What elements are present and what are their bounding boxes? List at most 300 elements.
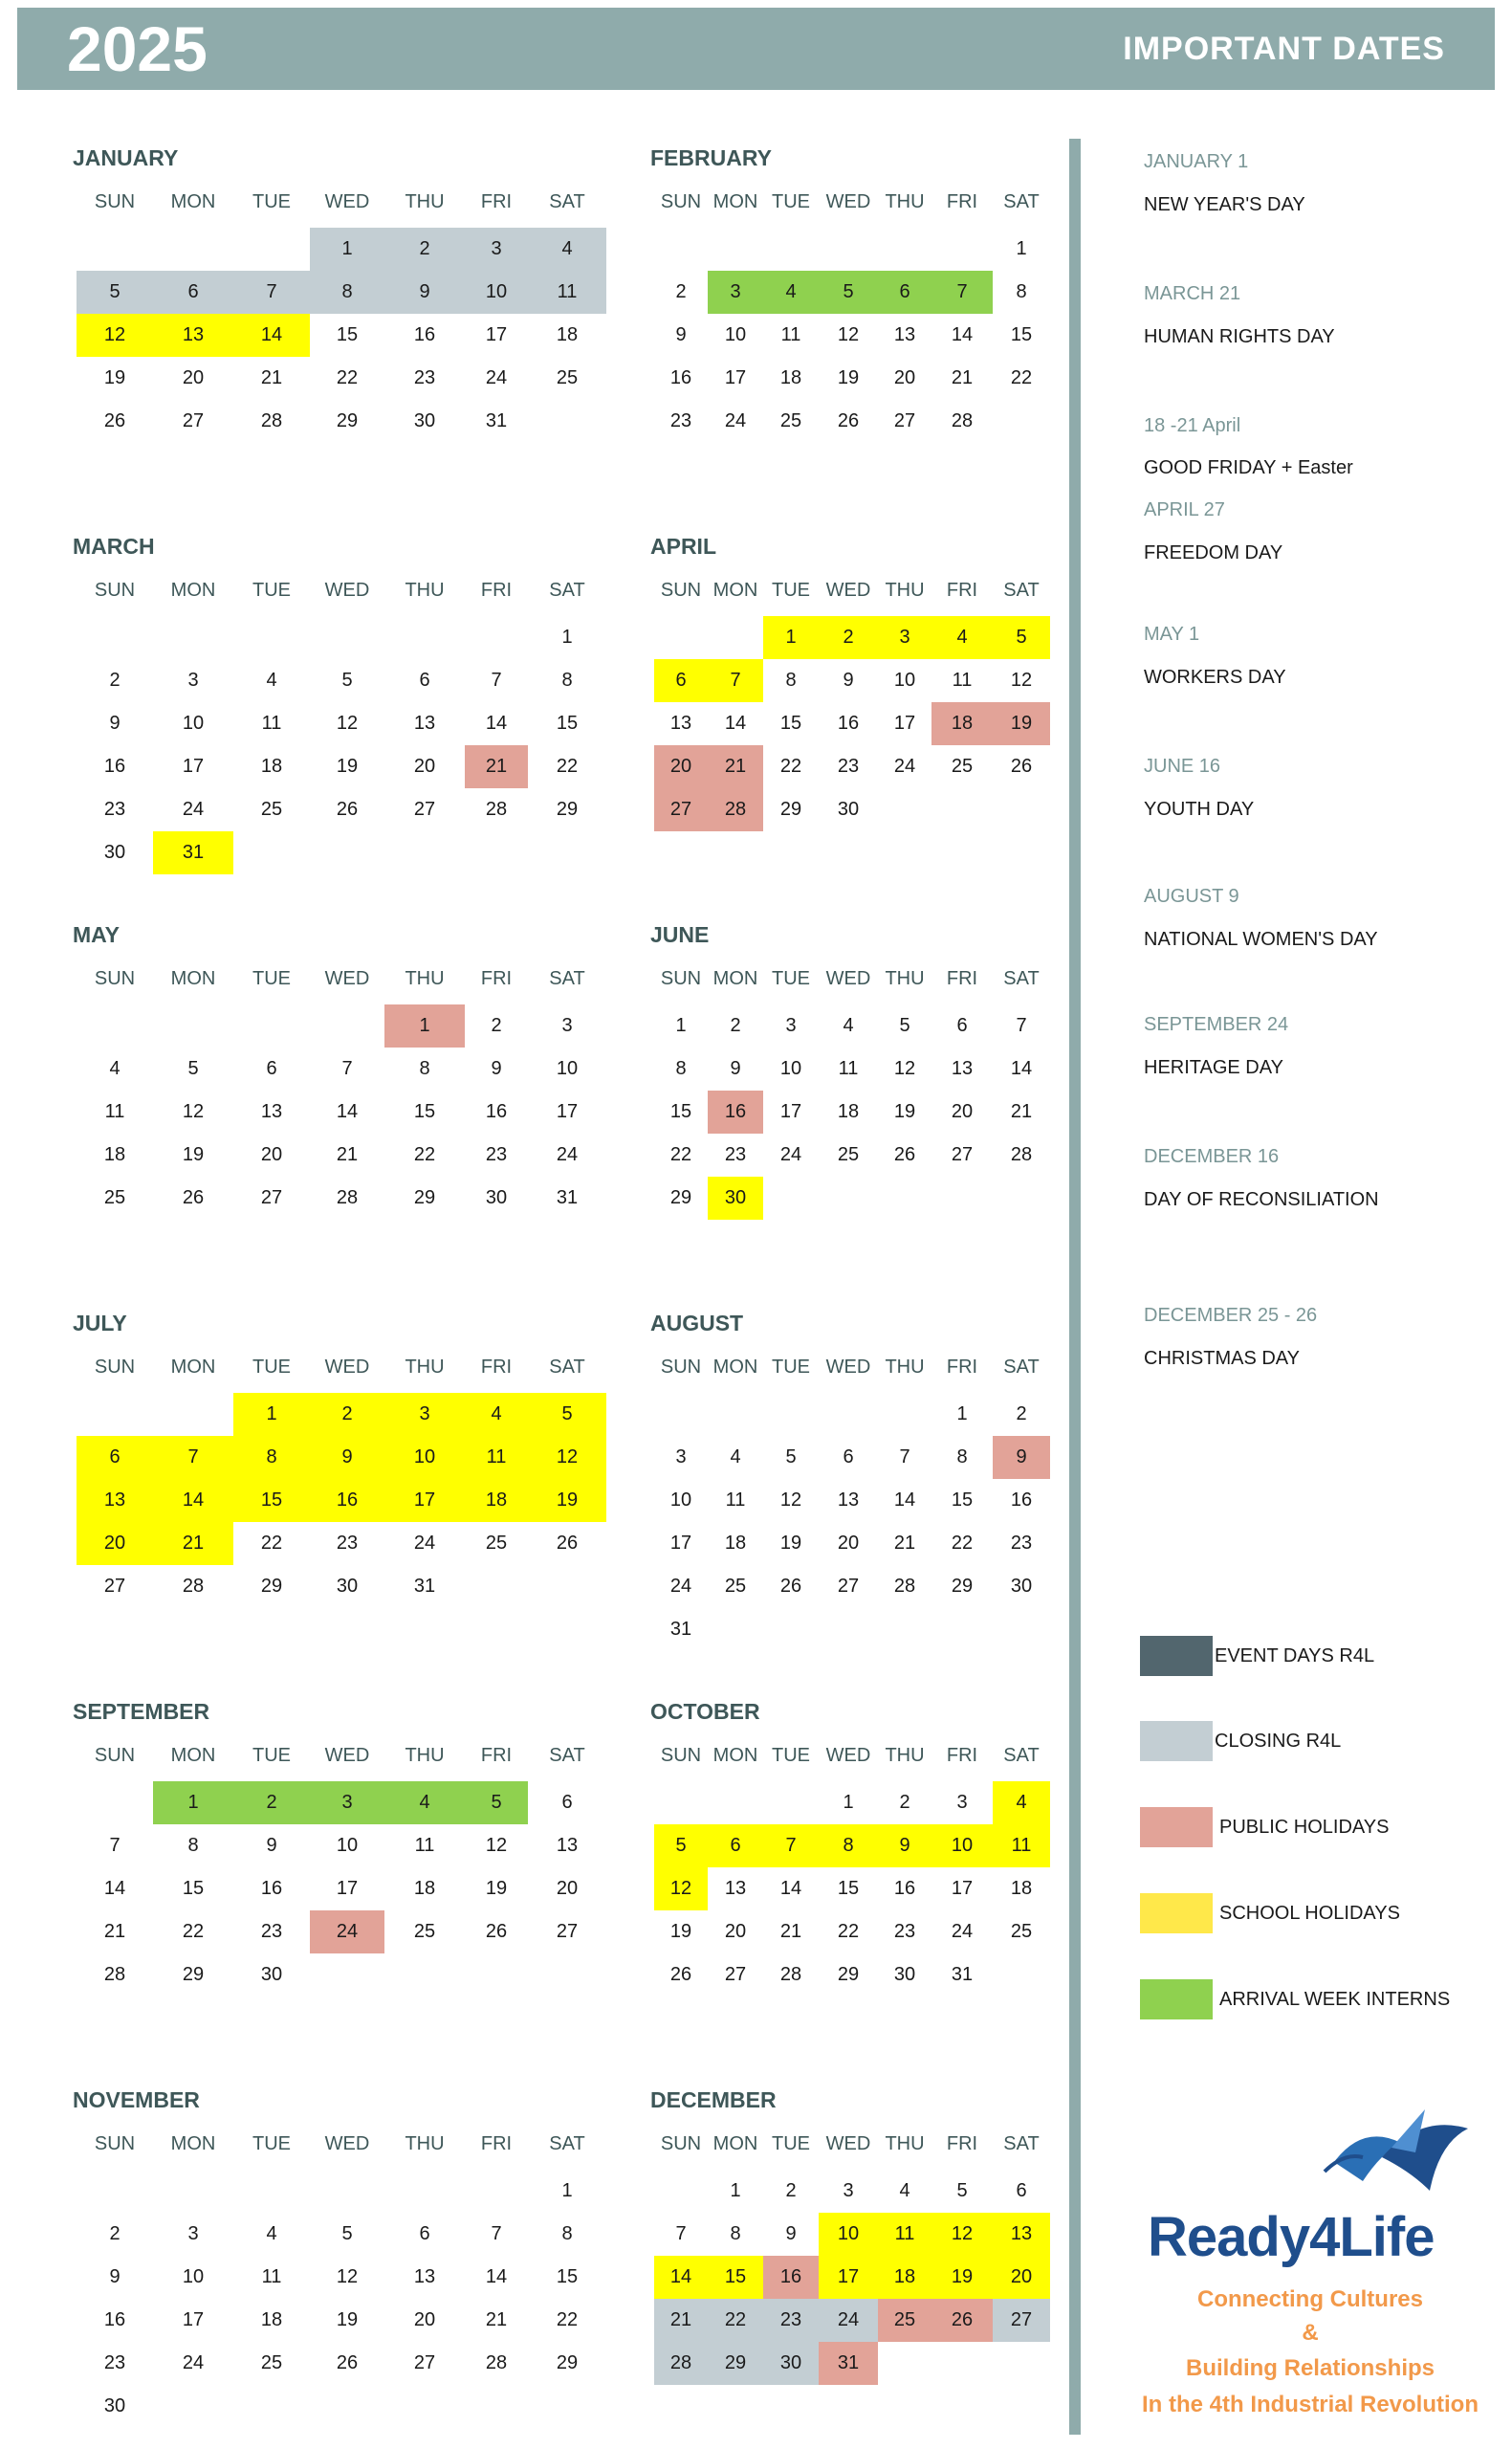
important-date: DECEMBER 25 - 26: [1144, 1305, 1318, 1326]
day-cell: 13: [260, 1101, 283, 1122]
day-cell: 26: [779, 1576, 802, 1597]
weekday-header: WED: [324, 1745, 370, 1766]
day-cell: 10: [182, 713, 205, 734]
day-cell: 29: [336, 410, 359, 431]
day-cell: 16: [103, 756, 126, 777]
month-name: MAY: [73, 922, 120, 947]
weekday-header: THU: [885, 968, 925, 989]
day-cell: 5: [77, 271, 153, 314]
day-cell: 3: [956, 1792, 968, 1813]
weekday-header: WED: [324, 968, 370, 989]
day-cell: 6: [77, 1436, 153, 1479]
day-cell: 14: [485, 713, 508, 734]
day-cell: 23: [724, 1144, 747, 1165]
day-cell: 3: [843, 2180, 854, 2201]
day-cell: 22: [413, 1144, 436, 1165]
day-cell: 8: [561, 670, 573, 691]
weekday-header: THU: [405, 1745, 445, 1766]
day-cell: 16: [485, 1101, 508, 1122]
day-cell: 9: [785, 2223, 797, 2244]
day-cell: 10: [556, 1058, 579, 1079]
day-cell: 12: [654, 1867, 708, 1910]
day-cell: 2: [233, 1781, 310, 1824]
day-cell: 4: [899, 2180, 910, 2201]
day-cell: 27: [951, 1144, 974, 1165]
weekday-header: MON: [170, 580, 216, 601]
day-cell: 23: [413, 367, 436, 388]
day-cell: 17: [893, 713, 916, 734]
day-cell: 28: [708, 788, 763, 831]
day-cell: 30: [260, 1964, 283, 1985]
day-cell: 2: [819, 616, 878, 659]
day-cell: 7: [763, 1824, 819, 1867]
important-date: 18 -21 April: [1144, 415, 1241, 436]
day-cell: 28: [336, 1187, 359, 1208]
weekday-header: SUN: [94, 2133, 136, 2154]
weekday-header: FRI: [480, 968, 513, 989]
day-cell: 7: [491, 670, 502, 691]
day-cell: 5: [341, 670, 353, 691]
day-cell: 5: [993, 616, 1050, 659]
day-cell: 14: [153, 1479, 233, 1522]
day-cell: 18: [837, 1101, 860, 1122]
day-cell: 23: [103, 799, 126, 820]
weekday-header: SAT: [549, 968, 585, 989]
day-cell: 18: [260, 2309, 283, 2330]
day-cell: 16: [310, 1479, 384, 1522]
weekday-header: FRI: [480, 1357, 513, 1378]
weekday-header: THU: [405, 1357, 445, 1378]
day-cell: 10: [893, 670, 916, 691]
day-cell: 24: [485, 367, 508, 388]
day-cell: 14: [893, 1489, 916, 1511]
day-cell: 3: [310, 1781, 384, 1824]
day-cell: 24: [951, 1921, 974, 1942]
day-cell: 28: [1010, 1144, 1033, 1165]
weekday-header: TUE: [252, 2133, 291, 2154]
weekday-header: THU: [885, 1357, 925, 1378]
day-cell: 12: [336, 713, 359, 734]
day-cell: 22: [669, 1144, 692, 1165]
weekday-header: MON: [170, 1357, 216, 1378]
day-cell: 6: [878, 271, 931, 314]
day-cell: 12: [336, 2266, 359, 2287]
day-cell: 22: [1010, 367, 1033, 388]
day-cell: 1: [561, 627, 573, 648]
day-cell: 22: [708, 2299, 763, 2342]
day-cell: 7: [899, 1446, 910, 1467]
day-cell: 27: [182, 410, 205, 431]
day-cell: 5: [465, 1781, 528, 1824]
day-cell: 15: [556, 713, 579, 734]
day-cell: 5: [654, 1824, 708, 1867]
day-cell: 25: [951, 756, 974, 777]
important-date: APRIL 27: [1144, 499, 1225, 520]
weekday-header: SUN: [660, 580, 702, 601]
day-cell: 7: [153, 1436, 233, 1479]
day-cell: 19: [893, 1101, 916, 1122]
day-cell: 2: [1016, 1403, 1027, 1424]
day-cell: 22: [837, 1921, 860, 1942]
day-cell: 26: [485, 1921, 508, 1942]
month-name: NOVEMBER: [73, 2087, 200, 2112]
day-cell: 26: [931, 2299, 993, 2342]
day-cell: 20: [77, 1522, 153, 1565]
day-cell: 4: [931, 616, 993, 659]
day-cell: 2: [109, 2223, 121, 2244]
day-cell: 27: [724, 1964, 747, 1985]
day-cell: 1: [561, 2180, 573, 2201]
day-cell: 16: [893, 1878, 916, 1899]
day-cell: 19: [336, 2309, 359, 2330]
day-cell: 25: [103, 1187, 126, 1208]
weekday-header: TUE: [772, 1357, 810, 1378]
weekday-header: SAT: [1003, 968, 1040, 989]
day-cell: 13: [669, 713, 692, 734]
day-cell: 11: [725, 1489, 746, 1511]
day-cell: 7: [341, 1058, 353, 1079]
day-cell: 30: [708, 1177, 763, 1220]
day-cell: 19: [103, 367, 126, 388]
day-cell: 13: [951, 1058, 974, 1079]
day-cell: 20: [413, 2309, 436, 2330]
day-cell: 7: [109, 1835, 121, 1856]
weekday-header: THU: [405, 968, 445, 989]
day-cell: 3: [465, 228, 528, 271]
weekday-header: TUE: [252, 968, 291, 989]
day-cell: 5: [528, 1393, 606, 1436]
day-cell: 17: [951, 1878, 974, 1899]
weekday-header: SAT: [549, 191, 585, 212]
day-cell: 5: [187, 1058, 199, 1079]
day-cell: 12: [182, 1101, 205, 1122]
day-cell: 14: [485, 2266, 508, 2287]
day-cell: 29: [556, 2352, 579, 2373]
day-cell: 14: [336, 1101, 359, 1122]
day-cell: 19: [779, 1533, 802, 1554]
day-cell: 13: [556, 1835, 579, 1856]
important-date-name: CHRISTMAS DAY: [1144, 1348, 1300, 1369]
day-cell: 14: [779, 1878, 802, 1899]
weekday-header: WED: [825, 580, 871, 601]
day-cell: 4: [528, 228, 606, 271]
day-cell: 9: [675, 324, 687, 345]
day-cell: 10: [384, 1436, 465, 1479]
day-cell: 13: [837, 1489, 860, 1511]
day-cell: 3: [675, 1446, 687, 1467]
legend-label: SCHOOL HOLIDAYS: [1219, 1903, 1400, 1924]
weekday-header: TUE: [252, 191, 291, 212]
weekday-header: WED: [825, 2133, 871, 2154]
day-cell: 2: [109, 670, 121, 691]
day-cell: 19: [528, 1479, 606, 1522]
weekday-header: TUE: [252, 1357, 291, 1378]
day-cell: 23: [103, 2352, 126, 2373]
day-cell: 4: [266, 2223, 277, 2244]
day-cell: 16: [413, 324, 436, 345]
day-cell: 1: [763, 616, 819, 659]
day-cell: 9: [310, 1436, 384, 1479]
weekday-header: SAT: [549, 1357, 585, 1378]
important-date-name: YOUTH DAY: [1144, 799, 1255, 820]
day-cell: 13: [77, 1479, 153, 1522]
day-cell: 10: [336, 1835, 359, 1856]
logo-line-2: &: [1302, 2320, 1319, 2346]
day-cell: 10: [819, 2213, 878, 2256]
weekday-header: FRI: [946, 2133, 978, 2154]
day-cell: 4: [384, 1781, 465, 1824]
day-cell: 18: [724, 1533, 747, 1554]
day-cell: 11: [528, 271, 606, 314]
day-cell: 25: [779, 410, 802, 431]
weekday-header: MON: [170, 968, 216, 989]
day-cell: 5: [785, 1446, 797, 1467]
divider-bar: [1069, 139, 1081, 2435]
day-cell: 25: [724, 1576, 747, 1597]
day-cell: 1: [843, 1792, 854, 1813]
day-cell: 20: [260, 1144, 283, 1165]
day-cell: 7: [1016, 1015, 1027, 1036]
day-cell: 21: [260, 367, 283, 388]
day-cell: 28: [103, 1964, 126, 1985]
day-cell: 12: [485, 1835, 508, 1856]
day-cell: 23: [1010, 1533, 1033, 1554]
day-cell: 22: [556, 2309, 579, 2330]
day-cell: 4: [109, 1058, 121, 1079]
legend-swatch: [1140, 1979, 1213, 2019]
day-cell: 2: [310, 1393, 384, 1436]
day-cell: 12: [528, 1436, 606, 1479]
day-cell: 15: [1010, 324, 1033, 345]
day-cell: 13: [993, 2213, 1050, 2256]
day-cell: 15: [182, 1878, 205, 1899]
day-cell: 18: [465, 1479, 528, 1522]
day-cell: 17: [485, 324, 508, 345]
day-cell: 7: [675, 2223, 687, 2244]
day-cell: 26: [103, 410, 126, 431]
day-cell: 28: [893, 1576, 916, 1597]
day-cell: 24: [310, 1910, 384, 1953]
weekday-header: MON: [170, 191, 216, 212]
day-cell: 15: [669, 1101, 692, 1122]
day-cell: 30: [103, 2395, 126, 2416]
day-cell: 11: [465, 1436, 528, 1479]
weekday-header: SUN: [660, 1745, 702, 1766]
day-cell: 25: [1010, 1921, 1033, 1942]
day-cell: 27: [413, 799, 436, 820]
day-cell: 18: [931, 702, 993, 745]
day-cell: 20: [951, 1101, 974, 1122]
weekday-header: SUN: [660, 968, 702, 989]
day-cell: 30: [763, 2342, 819, 2385]
day-cell: 2: [491, 1015, 502, 1036]
weekday-header: THU: [885, 1745, 925, 1766]
weekday-header: MON: [170, 1745, 216, 1766]
weekday-header: MON: [712, 1357, 758, 1378]
day-cell: 23: [260, 1921, 283, 1942]
day-cell: 26: [837, 410, 860, 431]
weekday-header: MON: [712, 580, 758, 601]
weekday-header: WED: [825, 1745, 871, 1766]
important-date: JANUARY 1: [1144, 151, 1249, 172]
logo-line-1: Connecting Cultures: [1196, 2286, 1423, 2312]
weekday-header: FRI: [480, 191, 513, 212]
day-cell: 16: [103, 2309, 126, 2330]
day-cell: 23: [485, 1144, 508, 1165]
day-cell: 17: [182, 756, 205, 777]
weekday-header: SUN: [660, 2133, 702, 2154]
day-cell: 1: [153, 1781, 233, 1824]
day-cell: 31: [485, 410, 508, 431]
day-cell: 31: [556, 1187, 579, 1208]
day-cell: 5: [819, 271, 878, 314]
day-cell: 30: [893, 1964, 916, 1985]
day-cell: 6: [561, 1792, 573, 1813]
weekday-header: FRI: [946, 1745, 978, 1766]
day-cell: 31: [669, 1619, 692, 1640]
day-cell: 15: [556, 2266, 579, 2287]
day-cell: 3: [561, 1015, 573, 1036]
day-cell: 28: [260, 410, 283, 431]
day-cell: 10: [465, 271, 528, 314]
legend-label: ARRIVAL WEEK INTERNS: [1219, 1989, 1451, 2010]
weekday-header: SAT: [549, 2133, 585, 2154]
day-cell: 27: [260, 1187, 283, 1208]
day-cell: 17: [819, 2256, 878, 2299]
weekday-header: MON: [712, 191, 758, 212]
legend-swatch: [1140, 1893, 1213, 1933]
day-cell: 26: [182, 1187, 205, 1208]
day-cell: 20: [556, 1878, 579, 1899]
important-date-name: GOOD FRIDAY + Easter: [1144, 457, 1353, 478]
day-cell: 16: [1010, 1489, 1033, 1511]
day-cell: 11: [261, 2266, 282, 2287]
day-cell: 25: [413, 1921, 436, 1942]
weekday-header: TUE: [772, 191, 810, 212]
day-cell: 8: [187, 1835, 199, 1856]
day-cell: 25: [837, 1144, 860, 1165]
day-cell: 29: [182, 1964, 205, 1985]
day-cell: 8: [310, 271, 384, 314]
day-cell: 24: [556, 1144, 579, 1165]
day-cell: 30: [485, 1187, 508, 1208]
day-cell: 20: [413, 756, 436, 777]
important-date: DECEMBER 16: [1144, 1146, 1280, 1167]
day-cell: 29: [260, 1576, 283, 1597]
day-cell: 13: [413, 2266, 436, 2287]
day-cell: 31: [153, 831, 233, 874]
day-cell: 15: [779, 713, 802, 734]
day-cell: 28: [951, 410, 974, 431]
day-cell: 11: [261, 713, 282, 734]
day-cell: 29: [556, 799, 579, 820]
logo-line-4: In the 4th Industrial Revolution: [1141, 2392, 1479, 2417]
weekday-header: TUE: [772, 968, 810, 989]
important-date: AUGUST 9: [1144, 886, 1239, 907]
day-cell: 9: [384, 271, 465, 314]
weekday-header: SAT: [1003, 580, 1040, 601]
day-cell: 18: [260, 756, 283, 777]
day-cell: 14: [951, 324, 974, 345]
day-cell: 11: [878, 2213, 931, 2256]
day-cell: 10: [931, 1824, 993, 1867]
year-title: 2025: [67, 13, 208, 84]
day-cell: 26: [336, 799, 359, 820]
day-cell: 18: [103, 1144, 126, 1165]
month-name: AUGUST: [650, 1311, 744, 1335]
important-dates-title: IMPORTANT DATES: [1123, 31, 1445, 67]
legend-swatch: [1140, 1636, 1213, 1676]
day-cell: 21: [893, 1533, 916, 1554]
weekday-header: TUE: [772, 2133, 810, 2154]
day-cell: 5: [899, 1015, 910, 1036]
day-cell: 19: [669, 1921, 692, 1942]
day-cell: 8: [819, 1824, 878, 1867]
day-cell: 12: [931, 2213, 993, 2256]
day-cell: 12: [77, 314, 153, 357]
day-cell: 3: [708, 271, 763, 314]
day-cell: 31: [819, 2342, 878, 2385]
day-cell: 12: [779, 1489, 802, 1511]
day-cell: 6: [153, 271, 233, 314]
day-cell: 14: [233, 314, 310, 357]
day-cell: 25: [556, 367, 579, 388]
weekday-header: THU: [885, 191, 925, 212]
day-cell: 6: [654, 659, 708, 702]
day-cell: 10: [669, 1489, 692, 1511]
day-cell: 22: [556, 756, 579, 777]
day-cell: 7: [233, 271, 310, 314]
day-cell: 12: [893, 1058, 916, 1079]
month-name: OCTOBER: [650, 1699, 760, 1724]
day-cell: 25: [260, 2352, 283, 2373]
day-cell: 16: [669, 367, 692, 388]
important-date-name: HUMAN RIGHTS DAY: [1144, 326, 1335, 347]
day-cell: 2: [730, 1015, 741, 1036]
day-cell: 14: [103, 1878, 126, 1899]
day-cell: 15: [837, 1878, 860, 1899]
day-cell: 19: [336, 756, 359, 777]
day-cell: 21: [708, 745, 763, 788]
day-cell: 13: [724, 1878, 747, 1899]
day-cell: 12: [1010, 670, 1033, 691]
day-cell: 11: [838, 1058, 859, 1079]
weekday-header: SUN: [94, 1745, 136, 1766]
day-cell: 26: [893, 1144, 916, 1165]
day-cell: 30: [837, 799, 860, 820]
weekday-header: THU: [885, 2133, 925, 2154]
day-cell: 14: [1010, 1058, 1033, 1079]
day-cell: 7: [708, 659, 763, 702]
day-cell: 8: [419, 1058, 430, 1079]
weekday-header: SAT: [1003, 1357, 1040, 1378]
weekday-header: WED: [324, 1357, 370, 1378]
day-cell: 29: [413, 1187, 436, 1208]
day-cell: 4: [730, 1446, 741, 1467]
day-cell: 27: [413, 2352, 436, 2373]
day-cell: 29: [837, 1964, 860, 1985]
day-cell: 21: [485, 2309, 508, 2330]
day-cell: 27: [103, 1576, 126, 1597]
day-cell: 1: [233, 1393, 310, 1436]
day-cell: 21: [654, 2299, 708, 2342]
day-cell: 28: [485, 2352, 508, 2373]
day-cell: 18: [878, 2256, 931, 2299]
day-cell: 17: [556, 1101, 579, 1122]
weekday-header: THU: [405, 2133, 445, 2154]
day-cell: 3: [187, 670, 199, 691]
day-cell: 29: [669, 1187, 692, 1208]
